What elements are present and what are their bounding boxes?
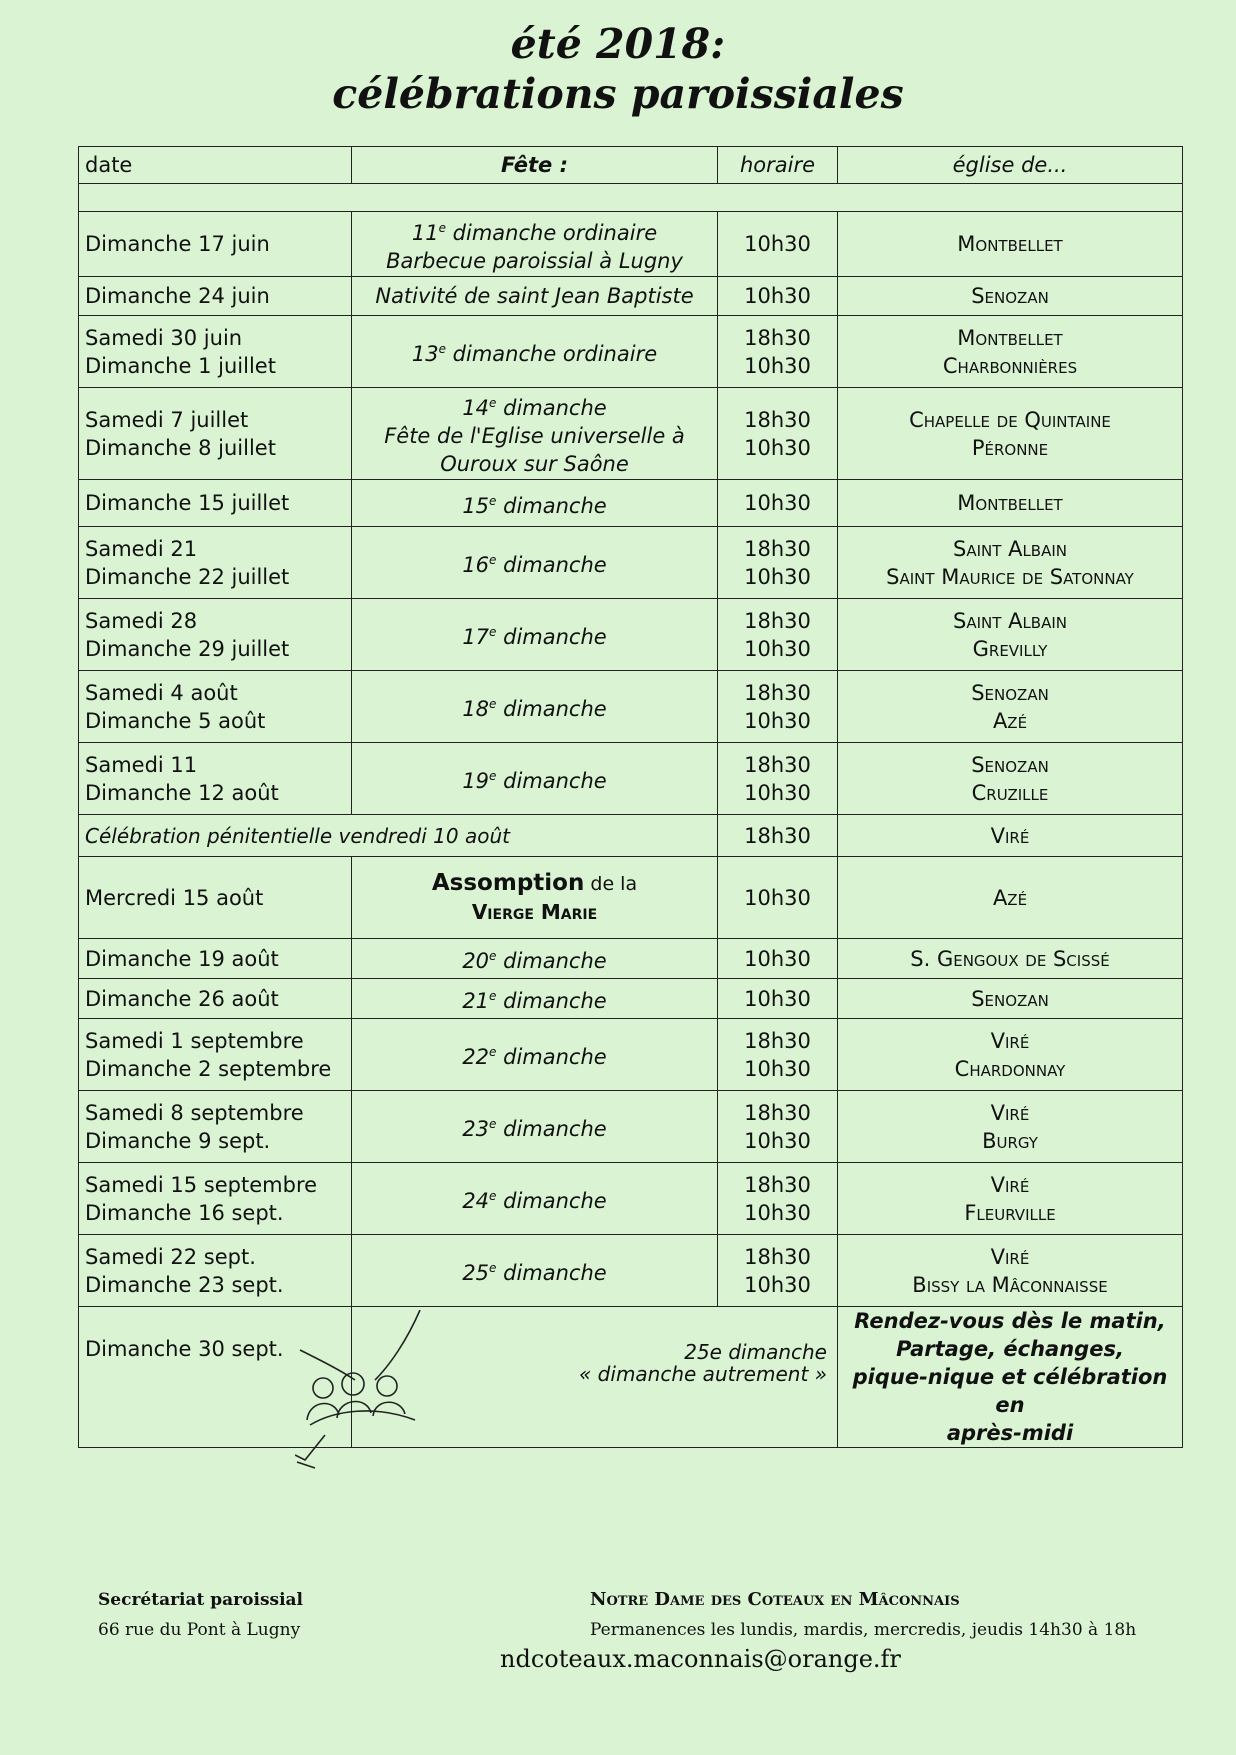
- schedule2-horaire-line: 18h30: [744, 1028, 811, 1053]
- schedule2-horaire-line: 10h30: [744, 946, 811, 971]
- schedule-horaire-line: 10h30: [744, 708, 811, 733]
- org-name: Notre Dame des Coteaux en Mâconnais: [590, 1589, 960, 1610]
- schedule-horaire-line: 10h30: [744, 435, 811, 460]
- schedule-horaire: [718, 527, 838, 599]
- rendez-line-1: Rendez-vous dès le matin,: [854, 1309, 1166, 1333]
- schedule2-eglise-line: Viré: [990, 1244, 1030, 1269]
- assumption-date: Mercredi 15 août: [79, 857, 352, 939]
- schedule2-fete-line: 23e dimanche: [462, 1117, 607, 1141]
- header-eglise: église de...: [838, 147, 1183, 184]
- schedule-row: [79, 671, 1183, 743]
- schedule-horaire-line: 10h30: [744, 232, 811, 256]
- title-line-1: été 2018:: [510, 20, 726, 68]
- schedule-fete-line: 14e dimanche: [462, 396, 607, 420]
- schedule-horaire-line: 10h30: [744, 284, 811, 308]
- schedule2-date: [79, 939, 352, 979]
- schedule2-date-line: Dimanche 9 sept.: [85, 1128, 271, 1153]
- schedule2-horaire: [718, 1091, 838, 1163]
- schedule-horaire: [718, 599, 838, 671]
- title-line-2: célébrations paroissiales: [332, 70, 904, 118]
- schedule-horaire: [718, 480, 838, 527]
- schedule2-date-line: Samedi 22 sept.: [85, 1244, 256, 1269]
- schedule2-horaire-line: 10h30: [744, 1128, 811, 1153]
- schedule2-eglise: [838, 979, 1183, 1019]
- schedule2-eglise: [838, 1163, 1183, 1235]
- schedule-eglise-line: Montbellet: [957, 232, 1063, 256]
- rendez-line-3: pique-nique et célébration en: [852, 1365, 1168, 1417]
- schedule2-date-line: Samedi 8 septembre: [85, 1100, 304, 1125]
- schedule2-date: [79, 1235, 352, 1307]
- people-drawing-icon: [295, 1310, 445, 1630]
- schedule-date-line: Dimanche 17 juin: [85, 232, 270, 256]
- header-row: [79, 147, 1183, 184]
- penitential-eglise: Viré: [838, 815, 1183, 857]
- schedule-fete-line: 18e dimanche: [462, 697, 607, 721]
- schedule2-eglise-line: Viré: [990, 1028, 1030, 1053]
- schedule-row: [79, 316, 1183, 388]
- org-block: [590, 1585, 1136, 1645]
- schedule2-eglise: [838, 1235, 1183, 1307]
- schedule-fete-line: Barbecue paroissial à Lugny: [386, 248, 683, 273]
- schedule-eglise-line: Montbellet: [957, 325, 1063, 350]
- schedule-horaire-line: 18h30: [744, 680, 811, 705]
- schedule-fete-line: Ouroux sur Saône: [440, 452, 629, 476]
- schedule-eglise: [838, 599, 1183, 671]
- schedule-fete: [352, 671, 718, 743]
- schedule-date: [79, 388, 352, 480]
- schedule-horaire: [718, 671, 838, 743]
- last-fete-line-2: « dimanche autrement »: [578, 1362, 827, 1386]
- schedule-date: [79, 527, 352, 599]
- schedule2-row: [79, 1019, 1183, 1091]
- schedule2-fete-line: 24e dimanche: [462, 1189, 607, 1213]
- schedule-date-line: Dimanche 12 août: [85, 780, 279, 805]
- permanences: Permanences les lundis, mardis, mercredis, jeudis 14h30 à 18h: [590, 1620, 1137, 1640]
- schedule-date-line: Samedi 30 juin: [85, 325, 243, 350]
- schedule-date-line: Samedi 4 août: [85, 680, 238, 705]
- schedule2-horaire: [718, 1235, 838, 1307]
- schedule-horaire-line: 10h30: [744, 491, 811, 515]
- schedule-fete-line: Fête de l'Eglise universelle à: [384, 424, 685, 448]
- schedule-eglise-line: Péronne: [971, 435, 1049, 460]
- header-fete: Fête :: [352, 147, 718, 184]
- schedule2-horaire-line: 10h30: [744, 1272, 811, 1297]
- schedule-eglise-line: Montbellet: [957, 491, 1063, 515]
- schedule2-horaire-line: 10h30: [744, 986, 811, 1011]
- schedule-date: [79, 671, 352, 743]
- schedule-fete-line: 19e dimanche: [462, 769, 607, 793]
- schedule2-fete: [352, 939, 718, 979]
- schedule-eglise-line: Saint Albain: [953, 608, 1067, 633]
- schedule-eglise: [838, 480, 1183, 527]
- secretariat-title: Secrétariat paroissial: [98, 1590, 304, 1610]
- schedule-horaire: [718, 388, 838, 480]
- schedule2-fete-line: 25e dimanche: [462, 1261, 607, 1285]
- schedule-date: [79, 599, 352, 671]
- rendez-line-2: Partage, échanges,: [896, 1337, 1124, 1361]
- schedule-fete: [352, 527, 718, 599]
- last-fete-line-1: 25e dimanche: [684, 1340, 827, 1364]
- schedule2-eglise: [838, 1091, 1183, 1163]
- schedule-date: [79, 277, 352, 316]
- spacer-row: [79, 184, 1183, 212]
- schedule-row: [79, 527, 1183, 599]
- schedule-date: [79, 212, 352, 277]
- schedule2-date: [79, 1091, 352, 1163]
- schedule-horaire-line: 10h30: [744, 564, 811, 589]
- schedule-eglise: [838, 527, 1183, 599]
- secretariat-block: [98, 1585, 303, 1645]
- schedule-fete: [352, 212, 718, 277]
- last-date: Dimanche 30 sept.: [79, 1307, 352, 1448]
- schedule-date-line: Dimanche 8 juillet: [85, 435, 276, 460]
- schedule-row: [79, 212, 1183, 277]
- schedule-date-line: Dimanche 1 juillet: [85, 353, 276, 378]
- schedule-date-line: Samedi 7 juillet: [85, 407, 249, 432]
- schedule2-fete: [352, 1163, 718, 1235]
- schedule2-eglise-line: Viré: [990, 1172, 1030, 1197]
- assumption-vierge: Vierge Marie: [471, 900, 598, 924]
- schedule-fete-line: Nativité de saint Jean Baptiste: [375, 284, 694, 308]
- schedule2-fete: [352, 979, 718, 1019]
- schedule-row: [79, 743, 1183, 815]
- last-row: [79, 1307, 1183, 1448]
- contact-email[interactable]: ndcoteaux.maconnais@orange.fr: [500, 1645, 901, 1673]
- schedule-date: [79, 743, 352, 815]
- schedule-eglise-line: Grevilly: [972, 636, 1048, 661]
- schedule2-row: [79, 939, 1183, 979]
- assumption-row: [79, 857, 1183, 939]
- schedule2-date-line: Dimanche 26 août: [85, 986, 279, 1011]
- secretariat-address: 66 rue du Pont à Lugny: [98, 1620, 301, 1640]
- schedule-date-line: Dimanche 24 juin: [85, 284, 270, 308]
- schedule-eglise-line: Charbonnières: [942, 353, 1078, 378]
- assumption-horaire: 10h30: [718, 857, 838, 939]
- schedule-horaire: [718, 277, 838, 316]
- schedule-horaire-line: 18h30: [744, 752, 811, 777]
- schedule2-horaire-line: 18h30: [744, 1172, 811, 1197]
- schedule2-fete-line: 21e dimanche: [462, 989, 607, 1013]
- schedule2-eglise-line: Bissy la Mâconnaisse: [912, 1272, 1108, 1297]
- schedule-eglise-line: Azé: [992, 708, 1028, 733]
- penitential-horaire: 18h30: [718, 815, 838, 857]
- schedule2-date-line: Dimanche 16 sept.: [85, 1200, 284, 1225]
- schedule2-row: [79, 979, 1183, 1019]
- schedule-horaire-line: 10h30: [744, 780, 811, 805]
- schedule-fete: [352, 599, 718, 671]
- schedule2-horaire: [718, 979, 838, 1019]
- schedule-horaire-line: 18h30: [744, 536, 811, 561]
- schedule2-date-line: Dimanche 19 août: [85, 946, 279, 971]
- schedule-date-line: Samedi 21: [85, 536, 198, 561]
- schedule-eglise-line: Senozan: [971, 752, 1049, 777]
- schedule-fete: [352, 316, 718, 388]
- schedule-date: [79, 316, 352, 388]
- header-date: date: [79, 147, 352, 184]
- schedule-horaire-line: 18h30: [744, 608, 811, 633]
- schedule2-fete: [352, 1091, 718, 1163]
- schedule-eglise-line: Saint Albain: [953, 536, 1067, 561]
- schedule-horaire-line: 10h30: [744, 353, 811, 378]
- schedule-fete-line: 16e dimanche: [462, 553, 607, 577]
- schedule-eglise-line: Senozan: [971, 680, 1049, 705]
- schedule-date-line: Dimanche 29 juillet: [85, 636, 290, 661]
- schedule-date: [79, 480, 352, 527]
- schedule2-eglise-line: Chardonnay: [954, 1056, 1066, 1081]
- assumption-fete: [352, 857, 718, 939]
- schedule2-eglise: [838, 1019, 1183, 1091]
- schedule-row: [79, 277, 1183, 316]
- assumption-eglise: Azé: [838, 857, 1183, 939]
- schedule-row: [79, 599, 1183, 671]
- schedule2-eglise-line: Viré: [990, 1100, 1030, 1125]
- schedule-row: [79, 480, 1183, 527]
- schedule-date-line: Samedi 11: [85, 752, 198, 777]
- schedule-date-line: Dimanche 15 juillet: [85, 491, 290, 515]
- schedule-eglise: [838, 671, 1183, 743]
- assumption-title: Assomption: [431, 870, 585, 896]
- schedule-fete-line: 13e dimanche ordinaire: [411, 342, 658, 366]
- schedule-fete: [352, 388, 718, 480]
- penitential-row: [79, 815, 1183, 857]
- schedule-fete-line: 11e dimanche ordinaire: [411, 220, 658, 245]
- schedule2-row: [79, 1235, 1183, 1307]
- schedule-eglise: [838, 388, 1183, 480]
- schedule2-horaire: [718, 1019, 838, 1091]
- schedule-eglise-line: Cruzille: [971, 780, 1049, 805]
- schedule2-eglise-line: Fleurville: [964, 1200, 1056, 1225]
- schedule2-date: [79, 979, 352, 1019]
- schedule2-fete-line: 22e dimanche: [462, 1045, 607, 1069]
- schedule2-eglise-line: S. Gengoux de Scissé: [910, 946, 1110, 971]
- assumption-de-la: de la: [584, 873, 638, 895]
- schedule2-horaire-line: 18h30: [744, 1100, 811, 1125]
- schedule-horaire-line: 18h30: [744, 407, 811, 432]
- schedule2-date-line: Dimanche 23 sept.: [85, 1272, 284, 1297]
- schedule-row: [79, 388, 1183, 480]
- schedule2-row: [79, 1091, 1183, 1163]
- schedule-eglise: [838, 743, 1183, 815]
- schedule2-horaire-line: 18h30: [744, 1244, 811, 1269]
- schedule-eglise: [838, 212, 1183, 277]
- schedule2-horaire-line: 10h30: [744, 1200, 811, 1225]
- penitential-text: Célébration pénitentielle vendredi 10 août: [79, 815, 718, 857]
- schedule-fete: [352, 743, 718, 815]
- schedule-horaire: [718, 743, 838, 815]
- schedule2-eglise-line: Burgy: [982, 1128, 1038, 1153]
- schedule2-fete-line: 20e dimanche: [462, 949, 607, 973]
- schedule-horaire-line: 10h30: [744, 636, 811, 661]
- schedule2-date-line: Samedi 15 septembre: [85, 1172, 318, 1197]
- schedule2-eglise-line: Senozan: [971, 986, 1049, 1011]
- schedule2-horaire: [718, 939, 838, 979]
- schedule2-date: [79, 1163, 352, 1235]
- schedule-eglise: [838, 316, 1183, 388]
- schedule2-row: [79, 1163, 1183, 1235]
- schedule-fete: [352, 277, 718, 316]
- rendez-line-4: après-midi: [946, 1421, 1074, 1445]
- schedule-fete: [352, 480, 718, 527]
- schedule-eglise-line: Senozan: [971, 284, 1049, 308]
- schedule-horaire-line: 18h30: [744, 325, 811, 350]
- header-horaire: horaire: [718, 147, 838, 184]
- last-rendez: [838, 1307, 1183, 1448]
- schedule-table: [78, 146, 1183, 1448]
- schedule-horaire: [718, 316, 838, 388]
- schedule-date-line: Samedi 28: [85, 608, 198, 633]
- schedule-eglise: [838, 277, 1183, 316]
- schedule-date-line: Dimanche 22 juillet: [85, 564, 290, 589]
- schedule2-horaire-line: 10h30: [744, 1056, 811, 1081]
- schedule2-date-line: Dimanche 2 septembre: [85, 1056, 332, 1081]
- schedule2-fete: [352, 1235, 718, 1307]
- schedule-horaire: [718, 212, 838, 277]
- schedule2-eglise: [838, 939, 1183, 979]
- schedule2-horaire: [718, 1163, 838, 1235]
- schedule2-date-line: Samedi 1 septembre: [85, 1028, 304, 1053]
- schedule-date-line: Dimanche 5 août: [85, 708, 266, 733]
- schedule2-date: [79, 1019, 352, 1091]
- schedule-eglise-line: Chapelle de Quintaine: [909, 407, 1111, 432]
- schedule-fete-line: 15e dimanche: [462, 493, 607, 518]
- schedule2-fete: [352, 1019, 718, 1091]
- schedule-fete-line: 17e dimanche: [462, 625, 607, 649]
- schedule-eglise-line: Saint Maurice de Satonnay: [886, 564, 1134, 589]
